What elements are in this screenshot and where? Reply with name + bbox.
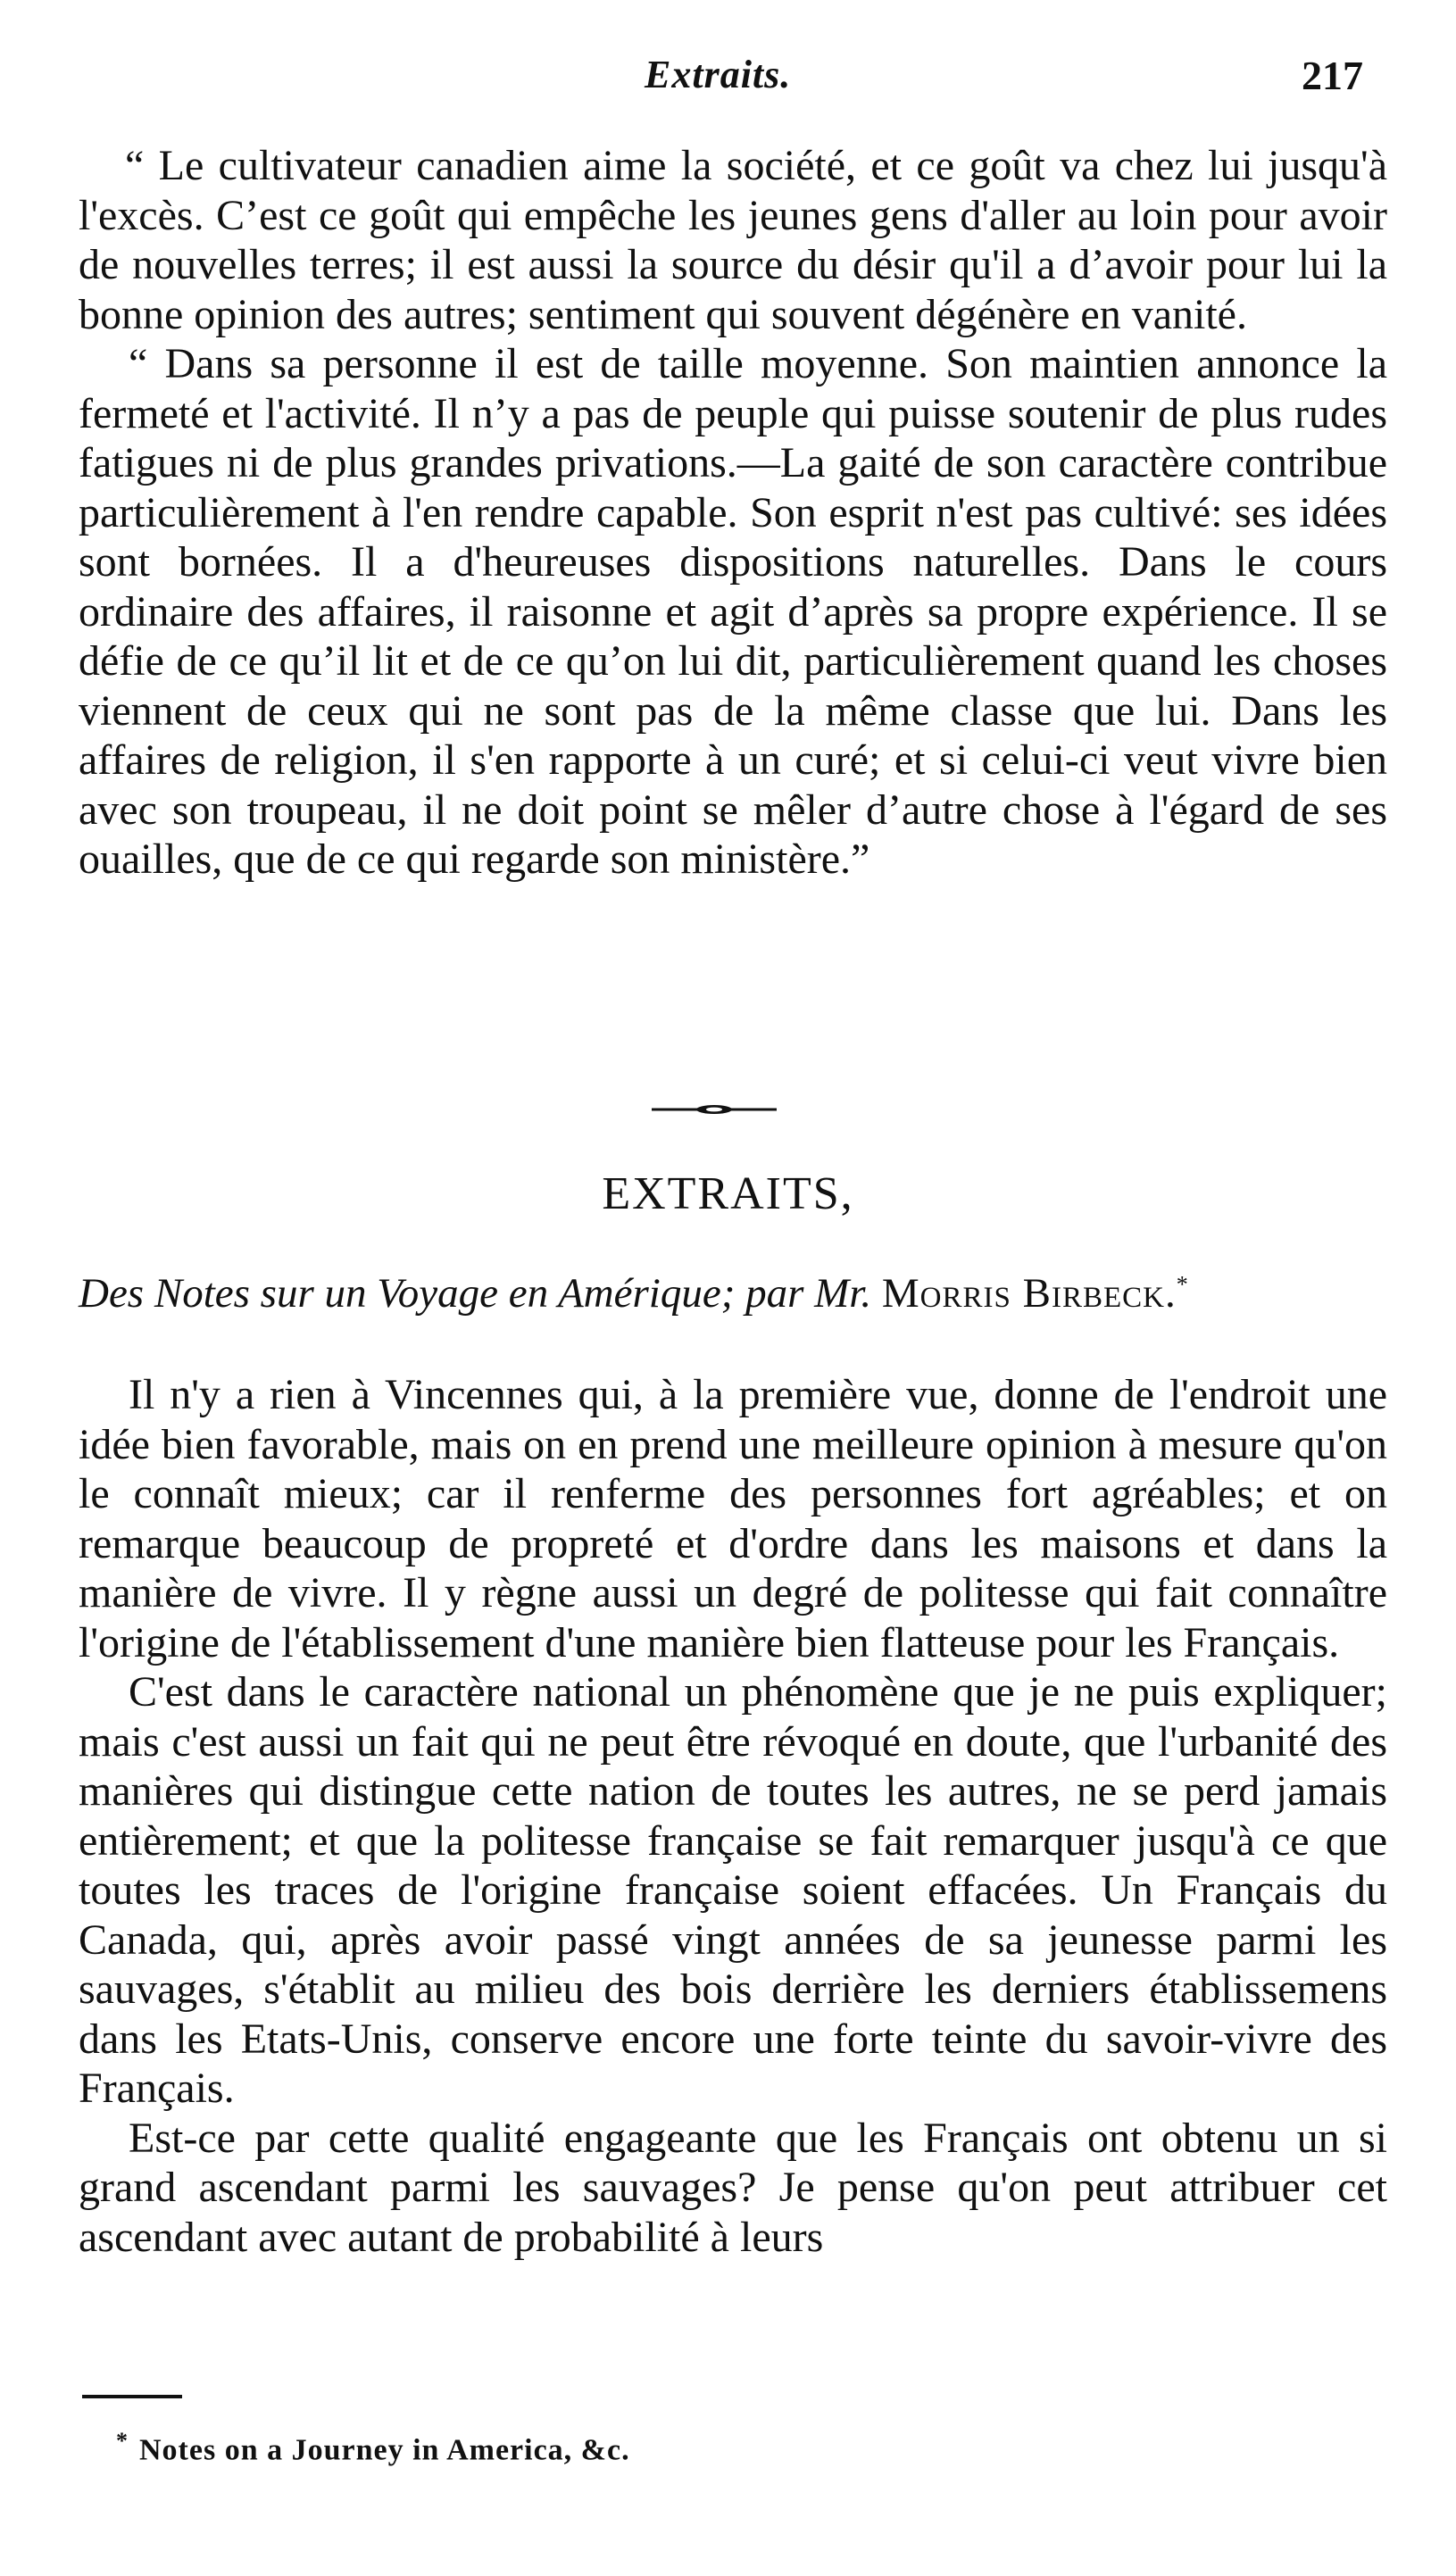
footnote-rule (82, 2395, 182, 2398)
footnote (116, 2428, 630, 2467)
subtitle-author: Morris Birbeck. (881, 1270, 1177, 1317)
paragraph: “ Le cultivateur canadien aime la société, et ce goût va chez lui jusqu'à l'excès. C’est ce goût qui empêche les jeunes gens d'aller au loin pour avoir de nouvelles terres; il est aussi la source du désir qu'il a d’avoir pour lui la bonne opinion des autres; sentiment qui souvent dégénère en vanité. (79, 142, 1387, 338)
footnote-reference: * (1176, 1271, 1188, 1298)
article-body (79, 1370, 1387, 2262)
continued-quotation (79, 141, 1387, 885)
section-divider-ornament (652, 1102, 777, 1117)
running-title: Extraits. (645, 53, 792, 96)
subtitle-source: Des Notes sur un Voyage en Amérique; par Mr. (79, 1270, 872, 1317)
page-header (0, 52, 1456, 105)
section-title: EXTRAITS, (602, 1168, 854, 1219)
footnote-mark: * (116, 2428, 129, 2454)
paragraph: C'est dans le caractère national un phénomène que je ne puis expliquer; mais c'est aussi un fait qui ne peut être révoqué en doute, que l'urbanité des manières qui distingue cette nation de toutes les autres, ne se perd jamais entièrement; et que la politesse française se fait remarquer jusqu'à ce que toutes les traces de l'origine française soient effacées. Un Français du Canada, qui, après avoir passé vingt années de sa jeunesse parmi les sauvages, s'établit au milieu des bois derrière les derniers établissemens dans les Etats-Unis, conserve encore une forte teinte du savoir-vivre des Français. (79, 1668, 1387, 2112)
section-subtitle (79, 1269, 1418, 1317)
paragraph: Est-ce par cette qualité engageante que les Français ont obtenu un si grand ascendant parmi les sauvages? Je pense qu'on peut attribuer cet ascendant avec autant de probabilité à leurs (79, 2114, 1387, 2261)
footnote-text: Notes on a Journey in America, &c. (139, 2433, 630, 2467)
paragraph: Il n'y a rien à Vincennes qui, à la première vue, donne de l'endroit une idée bien favorable, mais on en prend une meilleure opinion à mesure qu'on le connaît mieux; car il renferme des personnes fort agréables; et on remarque beaucoup de propreté et d'ordre dans les maisons et dans la manière de vivre. Il y règne aussi un degré de politesse qui fait connaître l'origine de l'établissement d'une manière bien flatteuse pour les Français. (79, 1371, 1387, 1666)
paragraph: “ Dans sa personne il est de taille moyenne. Son maintien annonce la fermeté et l'activité. Il n’y a pas de peuple qui puisse soutenir de plus rudes fatigues ni de plus grandes privations.—La gaité de son caractère contribue particulièrement à l'en rendre capable. Son esprit n'est pas cultivé: ses idées sont bornées. Il a d'heureuses dispositions naturelles. Dans le cours ordinaire des affaires, il raisonne et agit d’après sa propre expérience. Il se défie de ce qu’il lit et de ce qu’on lui dit, particulièrement quand les choses viennent de ceux qui ne sont pas de la même classe que lui. Dans les affaires de religion, il s'en rapporte à un curé; et si celui-ci veut vivre bien avec son troupeau, il ne doit point se mêler d’autre chose à l'égard de ses ouailles, que de ce qui regarde son ministère.” (79, 340, 1387, 883)
page-number: 217 (1302, 53, 1363, 98)
